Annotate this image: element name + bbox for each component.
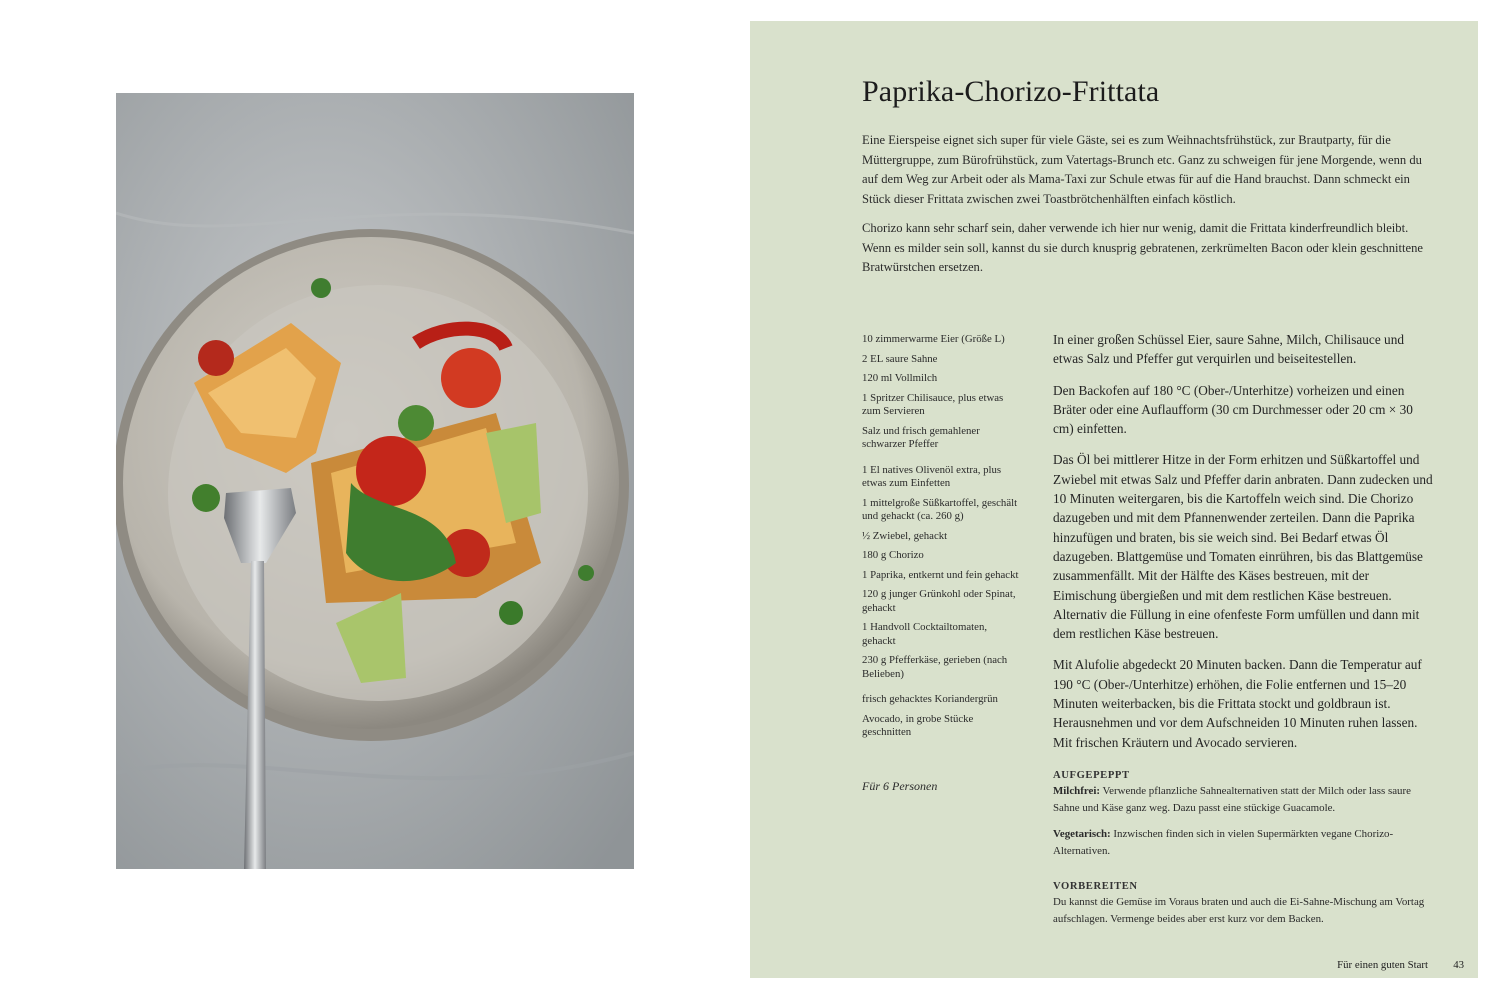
method-steps <box>1053 330 1433 764</box>
method-step: In einer großen Schüssel Eier, saure Sahne, Milch, Chilisauce und etwas Salz und Pfeffer gut verquirlen und beiseitestellen. <box>1053 332 1405 367</box>
ingredient-item: Avocado, in grobe Stücke geschnitten <box>862 712 974 739</box>
tip-text: Verwende pflanzliche Sahnealternativen statt der Milch oder lass saure Sahne und Käse ganz weg. Dazu passt eine stückige Guacamole. <box>1053 785 1411 814</box>
ingredient-item: 1 Handvoll Cocktailtomaten, gehackt <box>862 621 988 647</box>
method-step: Mit Alufolie abgedeckt 20 Minuten backen. Dann die Temperatur auf 190 °C (Ober-/Unterhitze) erhöhen, die Folie entfernen und 15–20 Minuten weiterbacken, bis die Frittata stockt und goldbraun ist. Herausnehmen und vor dem Aufschneiden 10 Minuten ruhen lassen. Mit frischen Kräutern und Avocado servieren. <box>1053 657 1422 750</box>
food-photo <box>116 93 634 869</box>
recipe-title: Paprika-Chorizo-Frittata <box>862 75 1160 108</box>
tip-milchfrei <box>1053 783 1433 817</box>
ingredient-item: 230 g Pfefferkäse, gerieben (nach Belieben) <box>862 654 1008 680</box>
ingredient-item: 180 g Chorizo <box>862 549 924 562</box>
ingredient-item: 120 g junger Grünkohl oder Spinat, gehackt <box>862 588 1016 614</box>
ingredient-item: 2 EL saure Sahne <box>862 352 938 365</box>
page-number: 43 <box>1453 959 1464 971</box>
tip-heading: VORBEREITEN <box>1053 881 1138 892</box>
ingredient-item: 1 Spritzer Chilisauce, plus etwas zum Servieren <box>862 391 1004 418</box>
intro-paragraph: Chorizo kann sehr scharf sein, daher verwende ich hier nur wenig, damit die Frittata kinderfreundlich bleibt. Wenn es milder sein soll, kannst du sie durch knusprig gebratenen, zerkrümelten Bacon oder klein geschnittene Bratwürstchen ersetzen. <box>862 221 1423 274</box>
section-footer: Für einen guten Start <box>1337 959 1428 971</box>
ingredient-item: frisch gehacktes Koriandergrün <box>862 693 998 706</box>
method-step: Das Öl bei mittlerer Hitze in der Form erhitzen und Süßkartoffel und Zwiebel mit etwas Salz und Pfeffer darin anbraten. Dann zudecken und 10 Minuten weitergaren, bis die Kartoffeln weich sind. Die Chorizo dazugeben und mit dem Pfannenwender zerteilen. Dann die Paprika hinzufügen und braten, bis sie weich sind. Bei Bedarf etwas Öl dazugeben. Blattgemüse und Tomaten einrühren, bis das Blattgemüse zusammenfällt. Mit der Hälfte des Käses bestreuen, mit der Eimischung übergießen und mit dem restlichen Käse bestreuen. Alternativ die Füllung in eine ofenfeste Form umfüllen und dann mit dem restlichen Käse bestreuen. <box>1053 452 1433 642</box>
tip-text: Du kannst die Gemüse im Voraus braten und auch die Ei-Sahne-Mischung am Vortag aufschlagen. Vermenge beides aber erst kurz vor dem Backen. <box>1053 896 1425 925</box>
ingredient-item: 1 mittelgroße Süßkartoffel, geschält und gehackt (ca. 260 g) <box>862 496 1018 522</box>
ingredient-item: 1 El natives Olivenöl extra, plus etwas zum Einfetten <box>862 463 1002 489</box>
tip-vegetarisch <box>1053 826 1433 860</box>
ingredient-item: 10 zimmerwarme Eier (Größe L) <box>862 333 1005 345</box>
ingredient-item: ½ Zwiebel, gehackt <box>862 529 948 542</box>
tip-heading: AUFGEPEPPT <box>1053 770 1130 781</box>
intro-paragraph: Eine Eierspeise eignet sich super für viele Gäste, sei es zum Weihnachtsfrühstück, zur Brautparty, für die Müttergruppe, zum Bürofrühstück, zum Vatertags-Brunch etc. Ganz zu schweigen für jene Morgende, wenn du auf dem Weg zur Arbeit oder als Mama-Taxi zur Schule etwas für auf die Hand brauchst. Dann schmeckt ein Stück dieser Frittata zwischen zwei Toastbrötchenhälften einfach köstlich. <box>862 133 1422 206</box>
ingredient-item: 1 Paprika, entkernt und fein gehackt <box>862 568 1019 581</box>
servings-label: Für 6 Personen <box>862 779 938 793</box>
method-step: Den Backofen auf 180 °C (Ober-/Unterhitze) vorheizen und einen Bräter oder eine Auflaufform (30 cm Durchmesser oder 20 cm × 30 cm) einfetten. <box>1053 382 1413 437</box>
frittata-plate-illustration <box>116 93 634 869</box>
recipe-page <box>750 21 1478 978</box>
tip-label: Milchfrei: <box>1053 785 1100 797</box>
tip-aufgepeppt <box>1053 768 1433 869</box>
tip-text: Inzwischen finden sich in vielen Supermärkten vegane Chorizo-Alternativen. <box>1053 828 1394 857</box>
ingredient-list <box>862 333 1020 746</box>
ingredient-item: Salz und frisch gemahlener schwarzer Pfeffer <box>862 424 980 451</box>
ingredient-item: 120 ml Vollmilch <box>862 372 938 385</box>
tip-vorbereiten <box>1053 879 1433 937</box>
tip-label: Vegetarisch: <box>1053 828 1111 840</box>
